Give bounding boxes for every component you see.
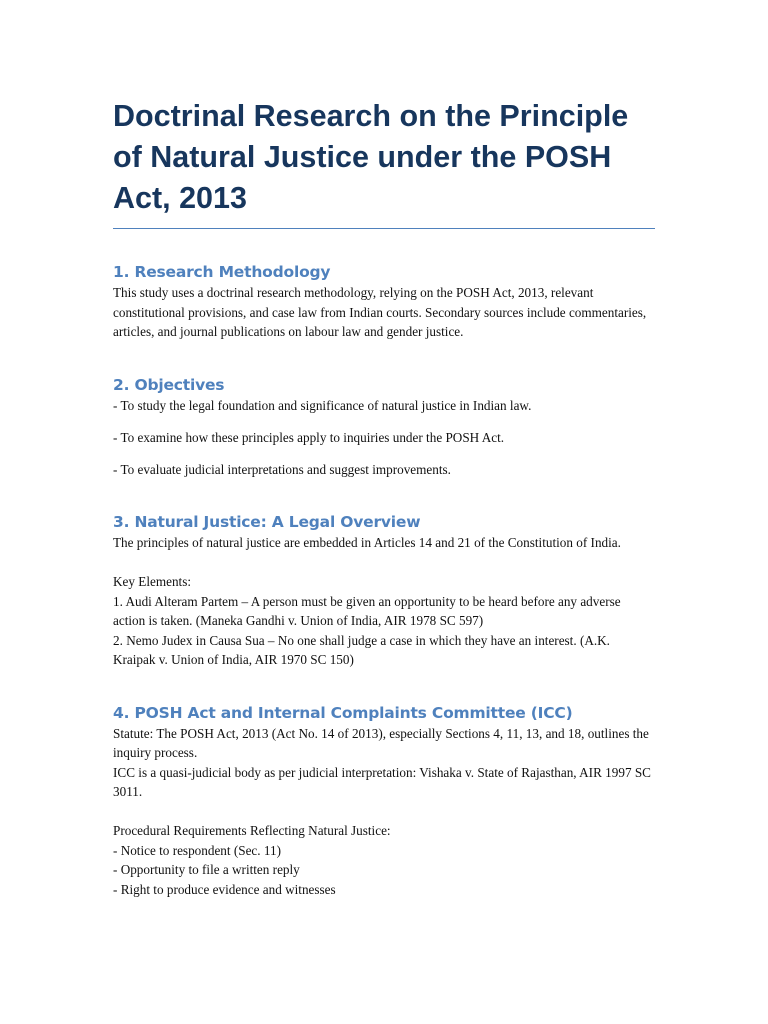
paragraph: This study uses a doctrinal research methodology, relying on the POSH Act, 2013, relevant constitutional provisions, and case law from Indian courts. Secondary sources include commentaries, articles, and journal publications on labour law and gender justice. (113, 285, 647, 339)
section-heading: 4. POSH Act and Internal Complaints Committee (ICC) (113, 703, 573, 722)
key-elements-label: Key Elements: (113, 574, 192, 589)
section-heading: 2. Objectives (113, 375, 225, 394)
section-research-methodology (113, 261, 655, 342)
spacer (113, 802, 655, 822)
key-element-item: 2. Nemo Judex in Causa Sua – No one shall judge a case in which they have an interest. (A.K. Kraipak v. Union of India, AIR 1970 SC 150) (113, 632, 610, 667)
document-body (113, 96, 655, 899)
paragraph: ICC is a quasi-judicial body as per judicial interpretation: Vishaka v. State of Rajasthan, AIR 1997 SC 3011. (113, 764, 651, 799)
requirement-item: - Opportunity to file a written reply (113, 862, 300, 877)
section-posh-act-icc (113, 702, 655, 900)
document-title: Doctrinal Research on the Principle of Natural Justice under the POSH Act, 2013 (113, 96, 655, 229)
paragraph: Statute: The POSH Act, 2013 (Act No. 14 of 2013), especially Sections 4, 11, 13, and 18, outlines the inquiry process. (113, 725, 649, 760)
objective-item: - To evaluate judicial interpretations and suggest improvements. (113, 461, 451, 477)
requirement-item: - Right to produce evidence and witnesses (113, 881, 336, 897)
objective-item: - To examine how these principles apply to inquiries under the POSH Act. (113, 429, 505, 445)
section-natural-justice-overview (113, 511, 655, 670)
paragraph: The principles of natural justice are embedded in Articles 14 and 21 of the Constitution of India. (113, 535, 621, 550)
key-element-item: 1. Audi Alteram Partem – A person must be given an opportunity to be heard before any adverse action is taken. (Maneka Gandhi v. Union of India, AIR 1978 SC 597) (113, 593, 621, 628)
requirements-label: Procedural Requirements Reflecting Natural Justice: (113, 823, 391, 838)
section-objectives (113, 374, 655, 480)
section-heading: 3. Natural Justice: A Legal Overview (113, 513, 421, 531)
requirement-item: - Notice to respondent (Sec. 11) (113, 842, 281, 858)
section-heading: 1. Research Methodology (113, 263, 331, 281)
objective-item: - To study the legal foundation and significance of natural justice in Indian law. (113, 397, 532, 413)
spacer (113, 553, 655, 573)
